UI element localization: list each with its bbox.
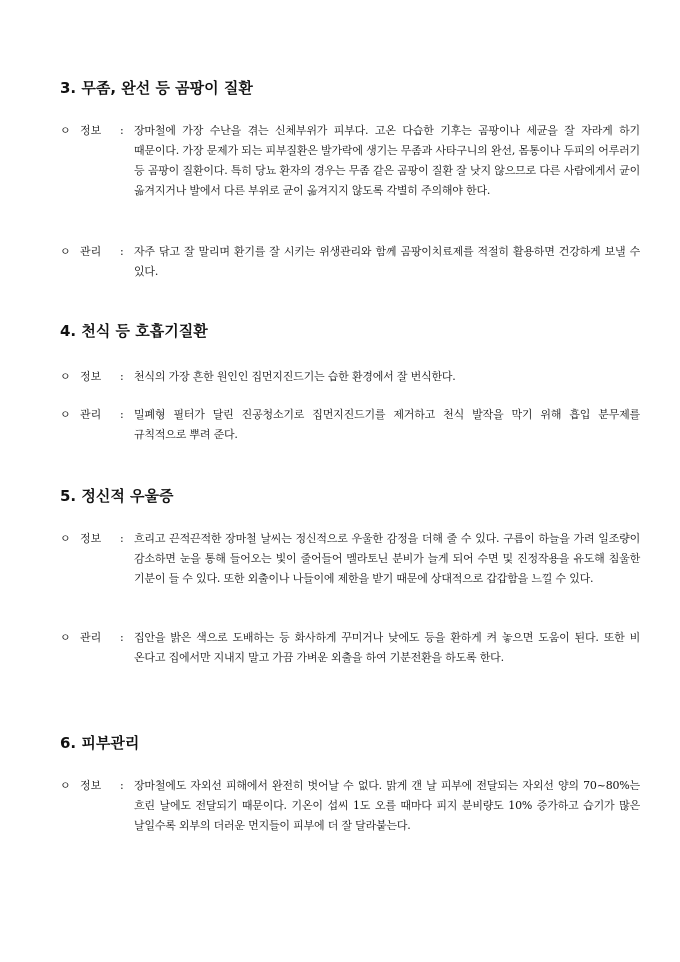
entry-text: 흐리고 끈적끈적한 장마철 날씨는 정신적으로 우울한 감정을 더해 줄 수 있다. 구름이 하늘을 가려 일조량이 감소하면 눈을 통해 들어오는 빛이 줄어들어 멜라토닌 분비가 늘게 되어 수면 및 진정작용을 유도해 침울한 기분이 들 수 있다. 또한 외출이나 나들이에 제한을 받기 때문에 상대적으로 갑갑함을 느낄 수 있다. (134, 532, 640, 585)
entry-label: 정보 (80, 779, 102, 792)
section-heading: 6. 피부관리 (60, 734, 140, 752)
entry-text: 밀폐형 필터가 달린 진공청소기로 집먼지진드기를 제거하고 천식 발작을 막기 위해 흡입 분무제를 규칙적으로 뿌려 준다. (134, 408, 640, 441)
entry-info (60, 121, 640, 201)
entry-label: 관리 (80, 245, 102, 258)
entry-care (60, 242, 640, 282)
section-skin-care (60, 733, 640, 753)
entry-colon: : (120, 631, 124, 644)
entry-label: 관리 (80, 408, 102, 421)
bullet-icon: ㅇ (60, 370, 71, 383)
section-respiratory-disease (60, 321, 640, 341)
entry-colon: : (120, 124, 124, 137)
entry-care (60, 628, 640, 668)
entry-label: 정보 (80, 124, 102, 137)
entry-label: 정보 (80, 370, 102, 383)
entry-text: 집안을 밝은 색으로 도배하는 등 화사하게 꾸미거나 낮에도 등을 환하게 켜 놓으면 도움이 된다. 또한 비 온다고 집에서만 지내지 말고 가끔 가벼운 외출을 하여 기분전환을 하도록 한다. (134, 631, 640, 664)
section-heading: 4. 천식 등 호흡기질환 (60, 322, 208, 340)
entry-colon: : (120, 245, 124, 258)
bullet-icon: ㅇ (60, 779, 71, 792)
entry-text: 자주 닦고 잘 말리며 환기를 잘 시키는 위생관리와 함께 곰팡이치료제를 적절히 활용하면 건강하게 보낼 수 있다. (134, 245, 640, 278)
entry-text: 장마철에 가장 수난을 겪는 신체부위가 피부다. 고온 다습한 기후는 곰팡이나 세균을 잘 자라게 하기 때문이다. 가장 문제가 되는 피부질환은 발가락에 생기는 무좀과 사타구니의 완선, 몸통이나 두피의 어루러기 등 곰팡이 질환이다. 특히 당뇨 환자의 경우는 무좀 같은 곰팡이 질환 잘 낫지 않으므로 다른 사람에게서 균이 옮겨지거나 발에서 다른 부위로 균이 옮겨지지 않도록 각별히 주의해야 한다. (134, 124, 640, 197)
entry-info (60, 367, 640, 387)
section-depression (60, 486, 640, 506)
entry-text: 장마철에도 자외선 피해에서 완전히 벗어날 수 없다. 맑게 갠 날 피부에 전달되는 자외선 양의 70~80%는 흐린 날에도 전달되기 때문이다. 기온이 섭씨 1도 오를 때마다 피지 분비량도 10% 증가하고 습기가 많은 날일수록 외부의 더러운 먼지들이 피부에 더 잘 달라붙는다. (134, 779, 640, 832)
entry-colon: : (120, 779, 124, 792)
bullet-icon: ㅇ (60, 408, 71, 421)
entry-info (60, 776, 640, 836)
bullet-icon: ㅇ (60, 532, 71, 545)
entry-colon: : (120, 532, 124, 545)
bullet-icon: ㅇ (60, 245, 71, 258)
entry-label: 관리 (80, 631, 102, 644)
entry-info (60, 529, 640, 589)
entry-text: 천식의 가장 흔한 원인인 집먼지진드기는 습한 환경에서 잘 번식한다. (134, 370, 456, 383)
section-fungal-disease (60, 78, 640, 98)
section-heading: 5. 정신적 우울증 (60, 487, 174, 505)
bullet-icon: ㅇ (60, 631, 71, 644)
entry-colon: : (120, 408, 124, 421)
bullet-icon: ㅇ (60, 124, 71, 137)
entry-label: 정보 (80, 532, 102, 545)
entry-colon: : (120, 370, 124, 383)
entry-care (60, 405, 640, 445)
section-heading: 3. 무좀, 완선 등 곰팡이 질환 (60, 79, 253, 97)
